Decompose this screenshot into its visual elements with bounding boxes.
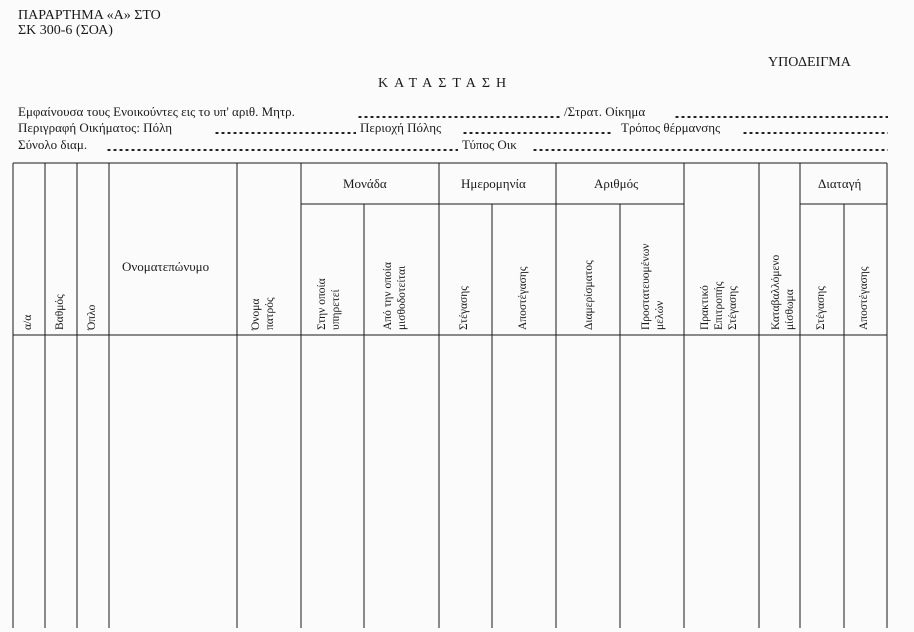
column-header-date-leave: Αποστέγασης bbox=[517, 266, 529, 330]
sample-label: ΥΠΟΔΕΙΓΜΑ bbox=[768, 55, 851, 70]
column-header-order-housing: Στέγασης bbox=[815, 286, 827, 330]
column-header-serial: α/α bbox=[22, 314, 34, 330]
column-header-unit-pays-line1: Από την οποία bbox=[382, 262, 394, 330]
column-header-arm: Όπλο bbox=[86, 304, 98, 330]
column-header-father-name-line1: Όνομα bbox=[250, 298, 262, 330]
field-label-area: Περιοχή Πόλης bbox=[360, 120, 442, 135]
group-header-unit: Μονάδα bbox=[343, 176, 387, 191]
column-header-committee-line2: Επιτροπής bbox=[713, 281, 725, 330]
field-label-building: /Στρατ. Οίκημα bbox=[564, 104, 646, 119]
column-header-rent-line1: Καταβαλλόμενο bbox=[770, 254, 782, 330]
column-header-date-housing: Στέγασης bbox=[458, 286, 470, 330]
column-header-full-name: Ονοματεπώνυμο bbox=[122, 259, 210, 274]
column-header-rent-line2: μίσθωμα bbox=[784, 289, 796, 330]
column-header-father-name-line2: πατρός bbox=[264, 297, 276, 330]
column-header-unit-pays-line2: μισθοδοτείται bbox=[396, 265, 408, 330]
column-header-num-members-line1: Προστατευομένων bbox=[640, 243, 652, 330]
field-label-heating: Τρόπος θέρμανσης bbox=[621, 120, 721, 135]
column-header-committee-line1: Πρακτικό bbox=[699, 285, 711, 330]
column-header-num-members-line2: μελών bbox=[654, 300, 666, 330]
column-header-rank: Βαθμός bbox=[54, 294, 66, 330]
column-header-unit-serves-line1: Στην οποία bbox=[316, 278, 328, 330]
field-label-building-type: Τύπος Οικ bbox=[462, 137, 517, 152]
column-header-committee-line3: Στέγασης bbox=[727, 286, 739, 330]
annex-line-2: ΣΚ 300-6 (ΣΟΑ) bbox=[18, 23, 113, 38]
column-header-order-leave: Αποστέγασης bbox=[858, 266, 870, 330]
field-label-residents: Εμφαίνουσα τους Ενοικούντες εις το υπ' αριθ. Μητρ. bbox=[18, 104, 295, 119]
annex-line-1: ΠΑΡΑΡΤΗΜΑ «Α» ΣΤΟ bbox=[18, 8, 161, 23]
field-label-city: Περιγραφή Οικήματος: Πόλη bbox=[18, 120, 173, 135]
field-label-apartments-total: Σύνολο διαμ. bbox=[18, 137, 88, 152]
page-title: ΚΑΤΑΣΤΑΣΗ bbox=[378, 76, 513, 91]
column-header-unit-serves-line2: υπηρετεί bbox=[330, 289, 342, 330]
group-header-date: Ημερομηνία bbox=[461, 176, 526, 191]
group-header-number: Αριθμός bbox=[594, 176, 639, 191]
column-header-num-apartment: Διαμερίσματος bbox=[583, 260, 595, 330]
group-header-order: Διαταγή bbox=[818, 176, 862, 191]
